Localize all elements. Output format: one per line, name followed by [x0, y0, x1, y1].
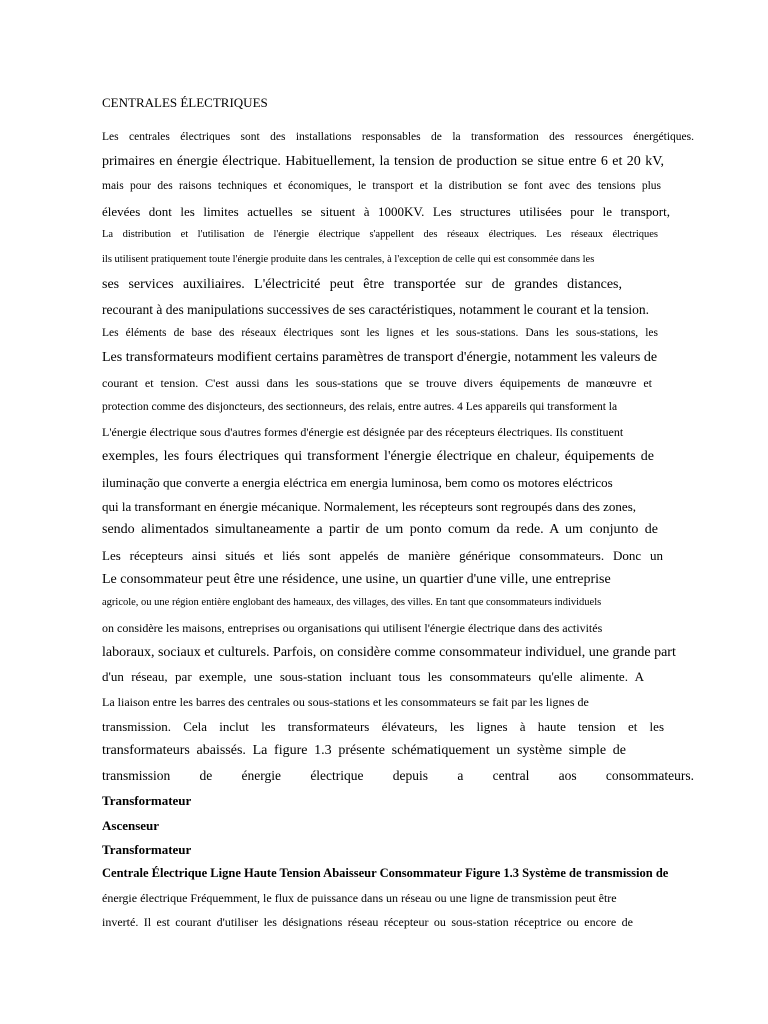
paragraph-line: Les transformateurs modifient certains paramètres de transport d'énergie, notamment les valeurs de — [102, 350, 658, 365]
paragraph-line: qui la transformant en énergie mécanique. Normalement, les récepteurs sont regroupés dans des zones, — [102, 499, 637, 514]
paragraph-line: iluminação que converte a energia eléctrica em energia luminosa, bem como os motores eléctricos — [102, 475, 613, 490]
paragraph-line: L'énergie électrique sous d'autres formes d'énergie est désignée par des récepteurs électriques. Ils constituent — [102, 425, 624, 439]
paragraph-line: inverté. Il est courant d'utiliser les désignations réseau récepteur ou sous-station réceptrice ou encore de — [102, 915, 633, 929]
paragraph-line: Les récepteurs ainsi situés et liés sont appelés de manière générique consommateurs. Donc un — [102, 548, 663, 563]
paragraph-line: ils utilisent pratiquement toute l'énergie produite dans les centrales, à l'exception de celle qui est consommée dans les — [102, 254, 595, 265]
paragraph-line: mais pour des raisons techniques et économiques, le transport et la distribution se font avec des tensions plus — [102, 180, 661, 192]
paragraph-line: protection comme des disjoncteurs, des sectionneurs, des relais, entre autres. 4 Les appareils qui transforment la — [102, 401, 618, 413]
paragraph-line: agricole, ou une région entière englobant des hameaux, des villages, des villes. En tant que consommateurs individuels — [102, 597, 602, 608]
paragraph-line: transmission. Cela inclut les transformateurs élévateurs, les lignes à haute tension et les — [102, 719, 664, 734]
paragraph-line: recourant à des manipulations successives de ses caractéristiques, notamment le courant et la tension. — [102, 302, 649, 317]
paragraph-line: énergie électrique Fréquemment, le flux de puissance dans un réseau ou une ligne de transmission peut être — [102, 891, 617, 905]
figure-label-ascenseur: Ascenseur — [102, 818, 160, 833]
figure-label-transformateur-2: Transformateur — [102, 842, 192, 857]
paragraph-line: transmission de énergie électrique depuis a central aos consommateurs. — [102, 768, 694, 783]
paragraph-line: courant et tension. C'est aussi dans les sous-stations que se trouve divers équipements de manœuvre et — [102, 376, 652, 390]
paragraph-line: laboraux, sociaux et culturels. Parfois, on considère comme consommateur individuel, une grande part — [102, 645, 676, 660]
paragraph-line: ses services auxiliaires. L'électricité peut être transportée sur de grandes distances, — [102, 277, 622, 292]
paragraph-line: La distribution et l'utilisation de l'énergie électrique s'appellent des réseaux électriques. Les réseaux électriques — [102, 229, 658, 240]
paragraph-line: on considère les maisons, entreprises ou organisations qui utilisent l'énergie électrique dans des activités — [102, 621, 603, 635]
paragraph-line: primaires en énergie électrique. Habituellement, la tension de production se situe entre 6 et 20 kV, — [102, 154, 664, 169]
paragraph-line: Les éléments de base des réseaux électriques sont les lignes et les sous-stations. Dans les sous-stations, les — [102, 327, 658, 339]
paragraph-line: Le consommateur peut être une résidence, une usine, un quartier d'une ville, une entreprise — [102, 572, 611, 587]
figure-caption: Centrale Électrique Ligne Haute Tension Abaisseur Consommateur Figure 1.3 Système de transmission de — [102, 866, 669, 880]
paragraph-line: La liaison entre les barres des centrales ou sous-stations et les consommateurs se fait par les lignes de — [102, 695, 589, 709]
paragraph-line: Les centrales électriques sont des installations responsables de la transformation des ressources énergétiques. — [102, 131, 694, 143]
document-title: CENTRALES ÉLECTRIQUES — [102, 95, 268, 110]
paragraph-line: transformateurs abaissés. La figure 1.3 présente schématiquement un système simple de — [102, 743, 626, 758]
paragraph-line: exemples, les fours électriques qui transforment l'énergie électrique en chaleur, équipements de — [102, 449, 654, 464]
paragraph-line: d'un réseau, par exemple, une sous-station incluant tous les consommateurs qu'elle alimente. A — [102, 669, 644, 684]
paragraph-line: élevées dont les limites actuelles se situent à 1000KV. Les structures utilisées pour le transport, — [102, 204, 670, 219]
figure-label-transformateur: Transformateur — [102, 793, 192, 808]
paragraph-line: sendo alimentados simultaneamente a partir de um ponto comum da rede. A um conjunto de — [102, 522, 658, 537]
